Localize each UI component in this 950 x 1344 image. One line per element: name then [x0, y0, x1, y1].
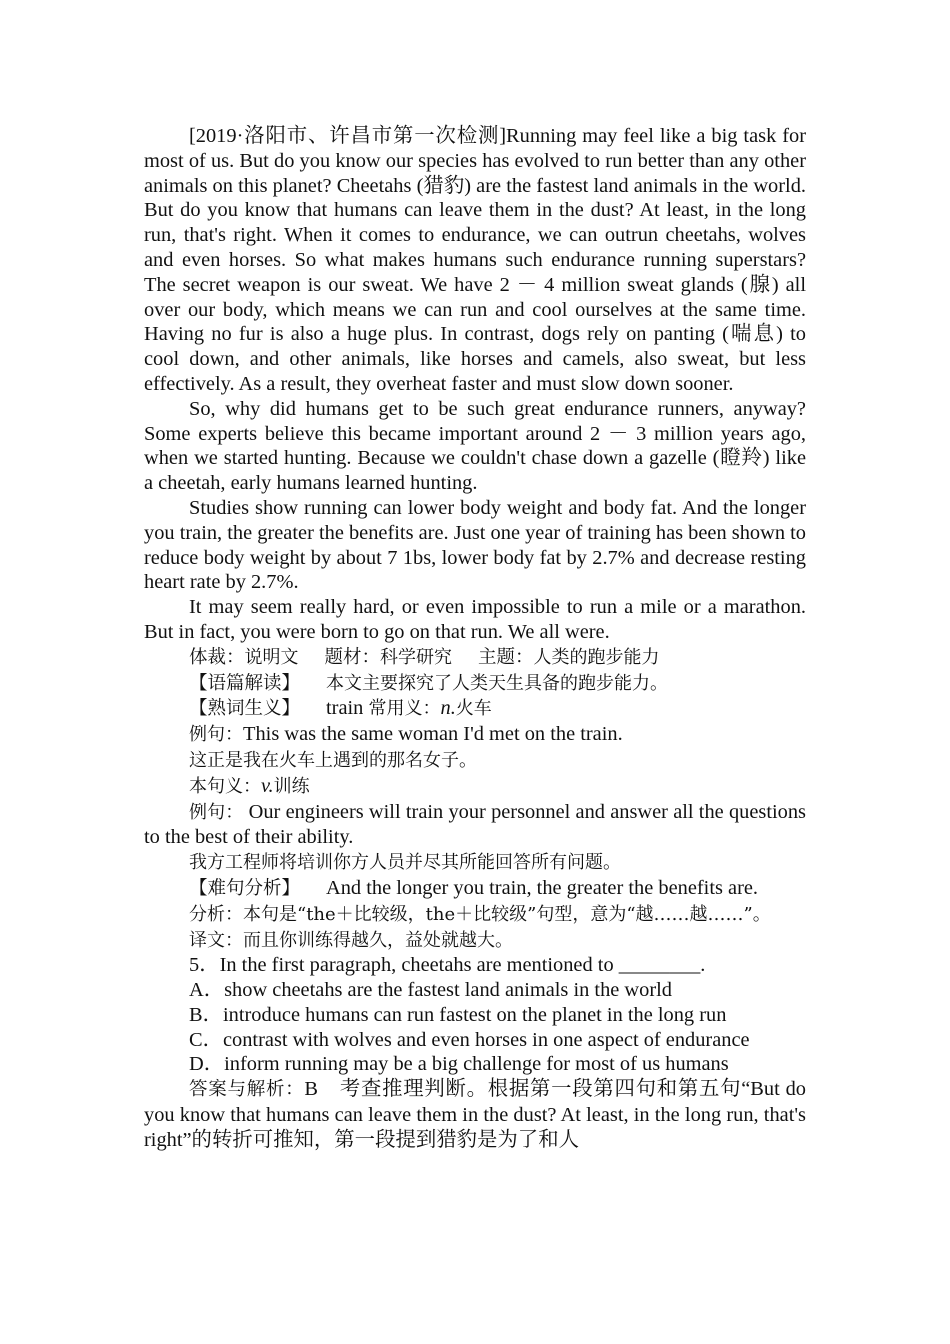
- passage-paragraph-4: It may seem really hard, or even impossible to run a mile or a marathon. But in fact, you were born to go on that run. We all were.: [144, 596, 806, 643]
- answer-label: 答案与解析：: [189, 1079, 305, 1101]
- topic-value: 科学研究: [380, 646, 453, 668]
- question-option-b: B．introduce humans can run fastest on the planet in the long run: [189, 1003, 727, 1026]
- genre-label: 体裁：: [189, 646, 245, 668]
- vocab-label: 【熟词生义】: [189, 698, 301, 720]
- passage-paragraph-1: [2019·洛阳市、许昌市第一次检测]Running may feel like a big task for most of us. But do you know our species has evolved to run better than any other animals on this planet? Cheetahs (猎豹) are the fastest land animals in the world. But do you know that humans can leave them in the dust? At least, in the long run, that's right. When it comes to endurance, we can outrun cheetahs, wolves and even horses. So what makes humans such endurance running superstars? The secret weapon is our sweat. We have 2 － 4 million sweat glands (腺) all over our body, which means we can run and cool ourselves at the same time. Having no fur is also a huge plus. In contrast, dogs rely on panting (喘息) to cool down, and other animals, like horses and camels, also sweat, but less effectively. As a result, they overheat faster and must slow down sooner.: [144, 125, 806, 395]
- difficult-analysis: [144, 902, 806, 928]
- theme-value: 人类的跑步能力: [533, 646, 660, 668]
- vocab-new-meaning: 训练: [273, 775, 310, 797]
- vocab-new-pos: v.: [261, 774, 274, 797]
- vocab-word: train: [326, 697, 364, 720]
- analysis-text: 分析：本句是“the＋比较级，the＋比较级”句型，意为“越……越……”。: [189, 903, 771, 925]
- example-2-label: 例句：: [189, 801, 244, 823]
- question-option-a: A．show cheetahs are the fastest land animals in the world: [189, 979, 673, 1002]
- question-option-d: D．inform running may be a big challenge for most of us humans: [189, 1053, 729, 1076]
- vocab-common-pos: n.: [440, 697, 456, 720]
- passage-paragraph-2: So, why did humans get to be such great endurance runners, anyway? Some experts believe this became important around 2 － 3 million years ago, when we started hunting. Because we couldn't chase down a gazelle (瞪羚) like a cheetah, early humans learned hunting.: [144, 397, 806, 495]
- example-1-english: This was the same woman I'd met on the train.: [243, 723, 623, 746]
- example-2-chinese: 我方工程师将培训你方人员并尽其所能回答所有问题。: [189, 852, 621, 874]
- passage-meta-line: [144, 645, 806, 671]
- genre-value: 说明文: [244, 646, 299, 668]
- question-option-c: C．contrast with wolves and even horses in one aspect of endurance: [189, 1028, 750, 1051]
- topic-label: 题材：: [324, 646, 381, 668]
- vocab-example-2-translation: [144, 850, 806, 876]
- vocab-new-meaning-line: [144, 774, 806, 800]
- answer-explanation: [144, 1077, 806, 1152]
- vocab-common-label: 常用义：: [368, 698, 441, 720]
- vocab-example-1: [144, 722, 806, 748]
- difficult-translation: [144, 928, 806, 954]
- reading-label: 【语篇解读】: [189, 672, 301, 694]
- vocab-common-line: [144, 696, 806, 722]
- difficult-sentence-line: [144, 876, 806, 902]
- vocab-new-label: 本句义：: [189, 775, 261, 797]
- answer-text: B 考查推理判断。根据第一段第四句和第五句“But do you know that humans can leave them in the dust? At least, in the long run, that's right”的转折可推知，第一段提到猎豹是为了和人: [144, 1078, 806, 1151]
- vocab-example-1-translation: [144, 748, 806, 774]
- vocab-common-meaning: 火车: [455, 698, 492, 720]
- reading-text: 本文主要探究了人类天生具备的跑步能力。: [326, 672, 669, 694]
- vocab-example-2: [144, 800, 806, 851]
- document-body: [144, 124, 806, 1153]
- theme-label: 主题：: [478, 646, 534, 668]
- example-1-label: 例句：: [189, 724, 243, 746]
- reading-summary-line: [144, 671, 806, 697]
- translation-text: 译文：而且你训练得越久，益处就越大。: [189, 929, 513, 951]
- example-2-english: Our engineers will train your personnel and answer all the questions to the best of their ability.: [144, 800, 806, 849]
- difficult-label: 【难句分析】: [189, 877, 301, 899]
- example-1-chinese: 这正是我在火车上遇到的那名女子。: [189, 749, 477, 771]
- question-stem: 5．In the first paragraph, cheetahs are mentioned to ________.: [189, 954, 706, 977]
- difficult-sentence: And the longer you train, the greater the benefits are.: [326, 876, 759, 899]
- passage-paragraph-3: Studies show running can lower body weight and body fat. And the longer you train, the greater the benefits are. Just one year of training has been shown to reduce body weight by about 7 1bs, lower body fat by 2.7% and decrease resting heart rate by 2.7%.: [144, 496, 806, 594]
